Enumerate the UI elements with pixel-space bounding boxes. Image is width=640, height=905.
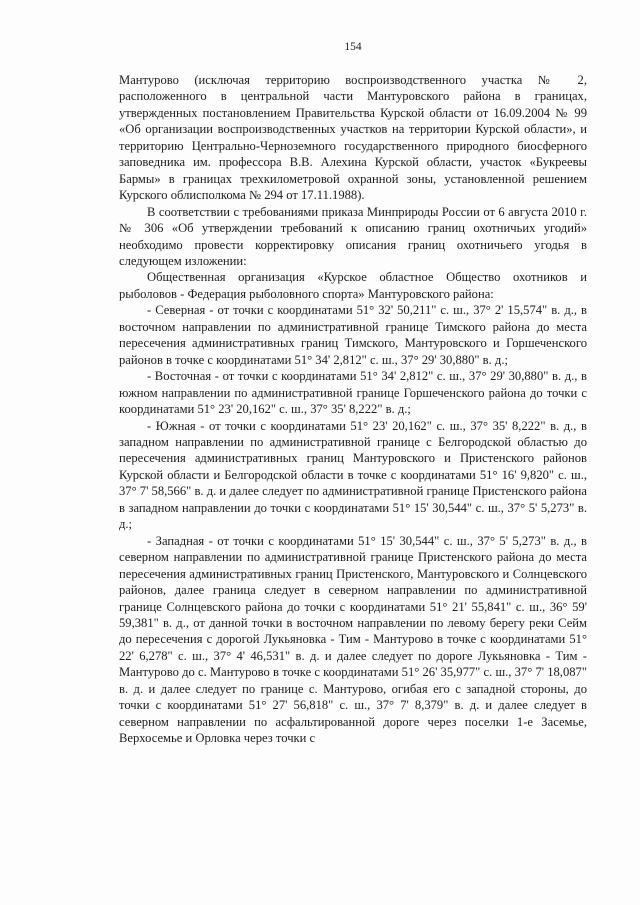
paragraph-boundary-intro: Мантурово (исключая территорию воспроизводственного участка № 2, расположенного в центральной части Мантуровского района в границах, утвержденных постановлением Правительства Курской области от 16.09.2004 № 99 «Об организации воспроизводственных участков на территории Курской области», и территорию Центрально-Черноземного государственного природного биосферного заповедника им. профессора В.В. Алехина Курской области, участок «Букреевы Бармы» в границах трехкилометровой охранной зоны, установленной решением Курского облисполкома № 294 от 17.11.1988). [119,73,587,203]
document-body [119,72,587,747]
paragraph-east-boundary: - Восточная - от точки с координатами 51° 34' 2,812" с. ш., 37° 29' 30,880" в. д., в южном направлении по административной границе Горшеченского района до точки с координатами 51° 23' 20,162" с. ш., 37° 35' 8,222" в. д.; [119,369,587,417]
paragraph-organization: Общественная организация «Курское областное Общество охотников и рыболовов - Федерация рыболовного спорта» Мантуровского района: [119,270,587,301]
page-number: 154 [344,41,362,53]
paragraph-south-boundary: - Южная - от точки с координатами 51° 23' 20,162" с. ш., 37° 35' 8,222" в. д., в западном направлении по административной границе с Белгородской областью до пересечения административных границ Мантуровского и Пристенского районов Курской области и Белгородской области в точке с координатами 51° 16' 9,820" с. ш., 37° 7' 58,566" в. д. и далее следует по административной границе Пристенского района в западном направлении до точки с координатами 51° 15' 30,544" с. ш., 37° 5' 5,273" в. д.; [119,418,587,532]
paragraph-west-boundary: - Западная - от точки с координатами 51° 15' 30,544" с. ш., 37° 5' 5,273" в. д., в северном направлении по административной границе Пристенского района до места пересечения административных границ Пристенского, Мантуровского и Солнцевского районов, далее граница следует в северном направлении по административной границе Солнцевского района до точки с координатами 51° 21' 55,841" с. ш., 36° 59' 59,381" в. д., от данной точки в восточном направлении по левому берегу реки Сейм до пересечения с дорогой Лукьяновка - Тим - Мантурово в точке с координатами 51° 22' 6,278" с. ш., 37° 4' 46,531" в. д. и далее следует по дороге Лукьяновка - Тим - Мантурово до с. Мантурово в точке с координатами 51° 26' 35,977" с. ш., 37° 7' 18,087" в. д. и далее следует по границе с. Мантурово, огибая его с западной стороны, до точки с координатами 51° 27' 56,818" с. ш., 37° 7' 8,379" в. д. и далее следует в северном направлении по асфальтированной дороге через поселки 1-е Засемье, Верхосемье и Орловка через точки с [119,533,587,746]
paragraph-north-boundary: - Северная - от точки с координатами 51° 32' 50,211" с. ш., 37° 2' 15,574" в. д., в восточном направлении по административной границе Тимского района до места пересечения административных границ Тимского, Мантуровского и Горшеченского районов в точке с координатами 51° 34' 2,812" с. ш., 37° 29' 30,880" в. д.; [119,303,587,367]
paragraph-requirements: В соответствии с требованиями приказа Минприроды России от 6 августа 2010 г. № 306 «Об утверждении требований к описанию границ охотничьих угодий» необходимо провести корректировку описания границ охотничьего угодья в следующем изложении: [119,204,587,268]
